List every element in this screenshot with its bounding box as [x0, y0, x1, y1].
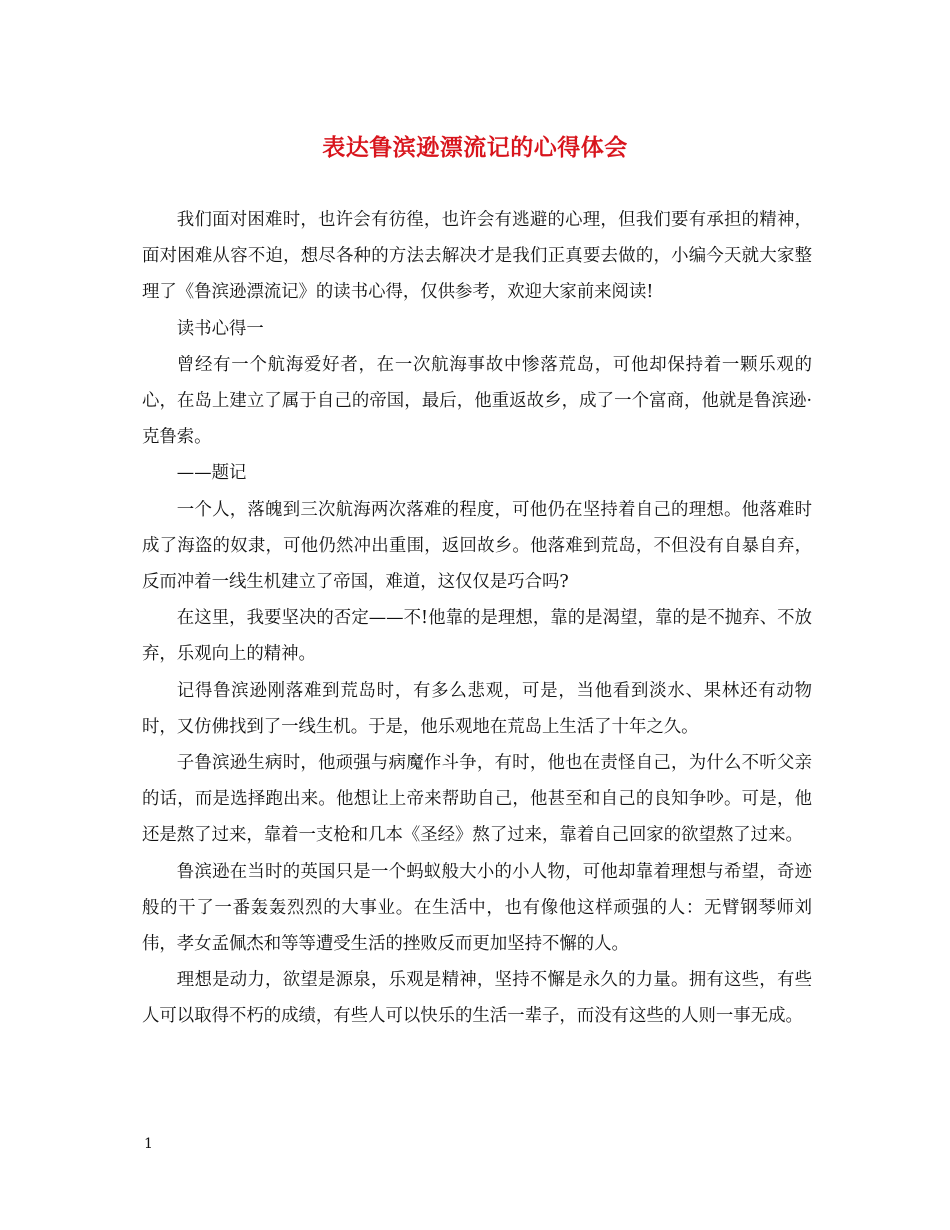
body-paragraph: 理想是动力，欲望是源泉，乐观是精神，坚持不懈是永久的力量。拥有这些，有些人可以取得不朽的成绩，有些人可以快乐的生活一辈子，而没有这些的人则一事无成。 — [142, 970, 812, 1027]
section-heading: 读书心得一 — [176, 318, 264, 339]
page-number: 1 — [144, 1136, 153, 1152]
epigraph-label: ——题记 — [176, 463, 247, 484]
body-paragraph: 子鲁滨逊生病时，他顽强与病魔作斗争，有时，他也在责怪自己，为什么不听父亲的话，而是选择跑出来。他想让上帝来帮助自己，他甚至和自己的良知争吵。可是，他还是熬了过来，靠着一支枪和几本《圣经》熬了过来，靠着自己回家的欲望熬了过来。 — [142, 753, 812, 846]
body-paragraph: 曾经有一个航海爱好者，在一次航海事故中惨落荒岛，可他却保持着一颗乐观的心，在岛上建立了属于自己的帝国，最后，他重返故乡，成了一个富商，他就是鲁滨逊·克鲁索。 — [142, 354, 812, 448]
body-paragraph: 在这里，我要坚决的否定——不!他靠的是理想，靠的是渴望，靠的是不抛弃、不放弃，乐观向上的精神。 — [142, 608, 812, 665]
body-paragraph: 鲁滨逊在当时的英国只是一个蚂蚁般大小的小人物，可他却靠着理想与希望，奇迹般的干了一番轰轰烈烈的大事业。在生活中，也有像他这样顽强的人：无臂钢琴师刘伟，孝女孟佩杰和等等遭受生活的挫败反而更加坚持不懈的人。 — [142, 861, 812, 955]
intro-paragraph: 我们面对困难时，也许会有彷徨，也许会有逃避的心理，但我们要有承担的精神，面对困难从容不迫，想尽各种的方法去解决才是我们正真要去做的，小编今天就大家整理了《鲁滨逊漂流记》的读书心得，仅供参考，欢迎大家前来阅读! — [142, 210, 812, 303]
body-paragraph: 一个人，落魄到三次航海两次落难的程度，可他仍在坚持着自己的理想。他落难时成了海盗的奴隶，可他仍然冲出重围，返回故乡。他落难到荒岛，不但没有自暴自弃，反而冲着一线生机建立了帝国，难道，这仅仅是巧合吗? — [142, 499, 812, 593]
body-paragraph: 记得鲁滨逊刚落难到荒岛时，有多么悲观，可是，当他看到淡水、果林还有动物时，又仿佛找到了一线生机。于是，他乐观地在荒岛上生活了十年之久。 — [142, 680, 812, 737]
document-title: 表达鲁滨逊漂流记的心得体会 — [322, 134, 628, 161]
document-body — [142, 202, 812, 1035]
